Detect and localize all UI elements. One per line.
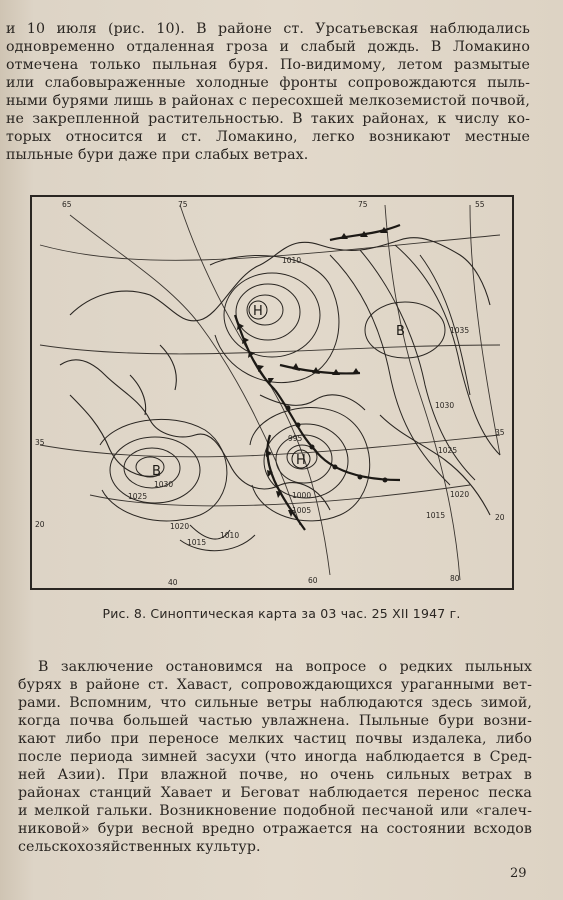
isobar-label: 1030 <box>435 401 455 410</box>
isobar-label: 1030 <box>154 480 174 489</box>
text-line: или слабовыраженные холодные фронты сопровождаются пыль- <box>6 75 530 91</box>
isobar-label: 1020 <box>450 490 470 499</box>
isobar-label: 995 <box>288 434 303 443</box>
isobar-label: 1025 <box>438 446 458 455</box>
latitude-label: 35 <box>495 428 505 437</box>
text-line: кают либо при переносе мелких частиц почвы издалека, либо <box>18 731 532 747</box>
high-pressure-center: В <box>152 464 161 479</box>
text-line: ней Азии). При влажной почве, но очень сильных ветрах в <box>18 767 532 783</box>
low-pressure-center: Н <box>296 453 306 468</box>
isobar-label: 1020 <box>170 522 190 531</box>
latitude-label: 35 <box>35 438 45 447</box>
paragraph-top <box>6 20 530 164</box>
latitude-label: 20 <box>495 513 505 522</box>
graticule <box>40 205 500 580</box>
isobar-label: 1005 <box>292 506 312 515</box>
text-line: когда почва большей частью увлажнена. Пыльные бури возни- <box>18 713 532 729</box>
isobar-label: 1015 <box>187 538 207 547</box>
text-line: никовой» бури весной вредно отражается на состоянии всходов <box>18 821 532 837</box>
isobar-label: 1010 <box>282 256 302 265</box>
synoptic-map <box>30 195 514 590</box>
text-line: ными бурями лишь в районах с пересохшей мелкоземистой почвой, <box>6 93 530 109</box>
pressure-centers <box>152 301 405 479</box>
isobar-label: 1035 <box>450 326 470 335</box>
text-line: бурях в районе ст. Хаваст, сопровождающихся ураганными вет- <box>18 677 532 693</box>
text-line: торых относится и ст. Ломакино, легко возникают местные <box>6 129 530 145</box>
isobar-label: 1000 <box>292 491 312 500</box>
latitude-label: 20 <box>35 520 45 529</box>
page-number: 29 <box>510 866 527 881</box>
high-pressure-center: В <box>396 324 405 339</box>
text-line: рами. Вспомним, что сильные ветры наблюдаются здесь зимой, <box>18 695 532 711</box>
text-line: и 10 июля (рис. 10). В районе ст. Урсатьевская наблюдались <box>6 21 530 37</box>
longitude-label: 75 <box>178 200 188 209</box>
longitude-label: 75 <box>358 200 368 209</box>
synoptic-map-figure <box>30 195 514 590</box>
longitude-label: 40 <box>168 578 178 587</box>
paragraph-bottom <box>18 658 532 856</box>
isobar-label: 1025 <box>128 492 148 501</box>
map-labels <box>35 200 505 587</box>
low-pressure-center: Н <box>253 304 263 319</box>
text-line: после периода зимней засухи (что иногда наблюдается в Сред- <box>18 749 532 765</box>
longitude-label: 55 <box>475 200 485 209</box>
text-line: пыльные бури даже при слабых ветрах. <box>6 147 309 163</box>
text-line: и мелкой гальки. Возникновение подобной песчаной или «галеч- <box>18 803 532 819</box>
text-line: районах станций Хавает и Беговат наблюдается перенос песка <box>18 785 532 801</box>
longitude-label: 65 <box>62 200 72 209</box>
text-line: сельскохозяйственных культур. <box>18 839 261 855</box>
text-line: отмечена только пыльная буря. По-видимому, летом размытые <box>6 57 530 73</box>
figure-caption: Рис. 8. Синоптическая карта за 03 час. 25 XII 1947 г. <box>102 606 461 621</box>
longitude-label: 80 <box>450 574 460 583</box>
isobar-label: 1010 <box>220 531 240 540</box>
isobars <box>100 245 500 551</box>
text-line: не закрепленной растительностью. В таких районах, к числу ко- <box>6 111 530 127</box>
longitude-label: 60 <box>308 576 318 585</box>
map-frame <box>31 196 513 589</box>
isobar-label: 1015 <box>426 511 446 520</box>
text-line: одновременно отдаленная гроза и слабый дождь. В Ломакино <box>6 39 530 55</box>
text-line: В заключение остановимся на вопросе о редких пыльных <box>38 659 532 675</box>
